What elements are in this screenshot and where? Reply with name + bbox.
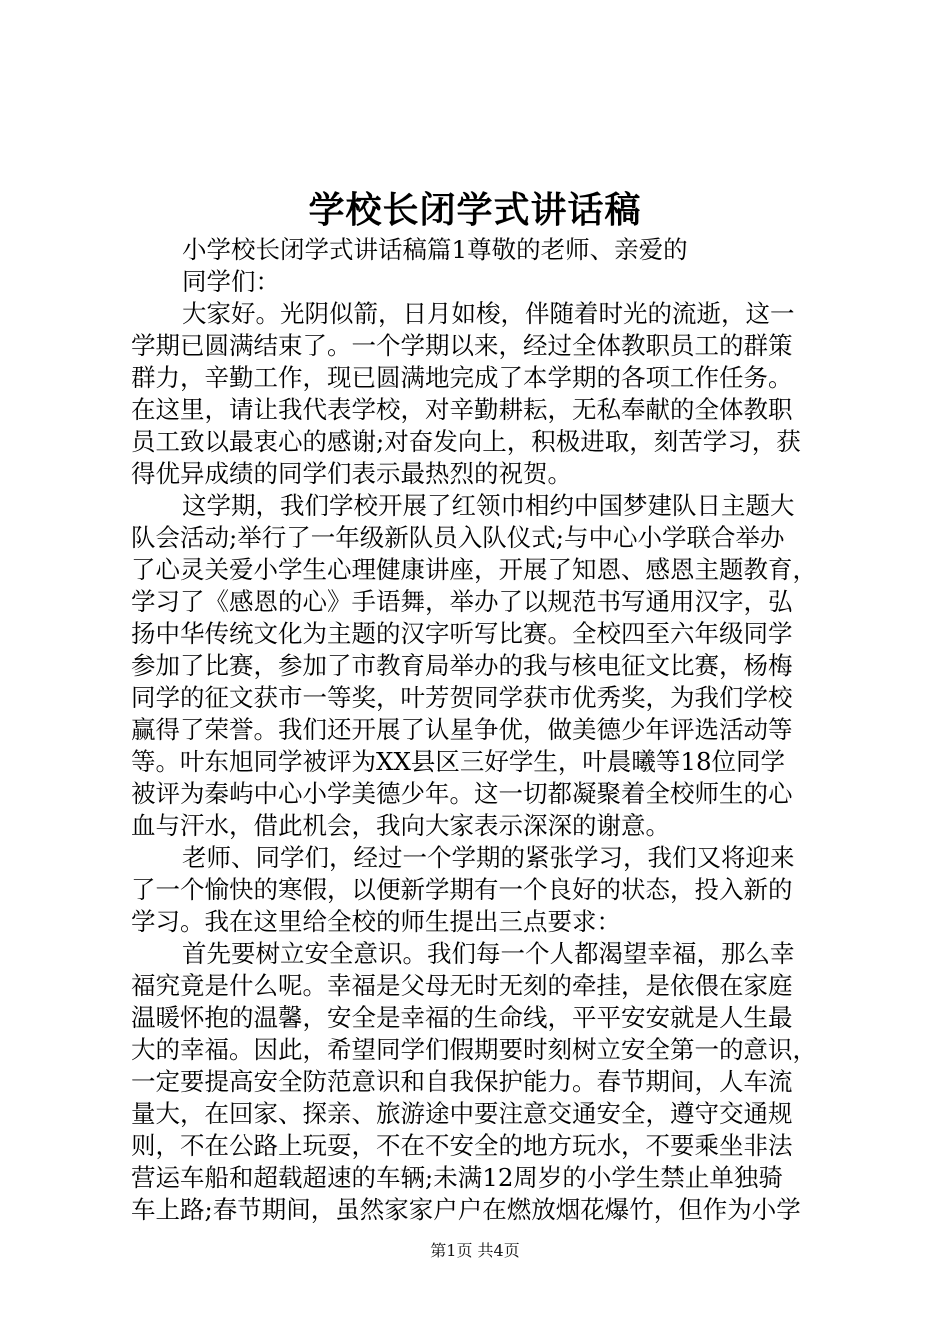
intro-block	[182, 234, 742, 298]
body-line: 福究竟是什么呢。幸福是父母无时无刻的牵挂，是依偎在家庭	[131, 971, 793, 1000]
body-line: 学习。我在这里给全校的师生提出三点要求：	[131, 907, 621, 936]
body-line: 营运车船和超载超速的车辆;未满12周岁的小学生禁止单独骑	[131, 1163, 783, 1192]
body-line: 了心灵关爱小学生心理健康讲座，开展了知恩、感恩主题教育，	[131, 555, 817, 584]
body-line: 量大，在回家、探亲、旅游途中要注意交通安全，遵守交通规	[131, 1099, 793, 1128]
body-line: 学期已圆满结束了。一个学期以来，经过全体教职员工的群策	[131, 331, 793, 360]
body-line: 员工致以最衷心的感谢;对奋发向上，积极进取，刻苦学习，获	[131, 427, 801, 456]
body-line: 被评为秦屿中心小学美德少年。这一切都凝聚着全校师生的心	[131, 779, 793, 808]
body-text	[131, 298, 833, 1226]
body-line: 学习了《感恩的心》手语舞，举办了以规范书写通用汉字，弘	[131, 587, 793, 616]
body-line: 车上路;春节期间，虽然家家户户在燃放烟花爆竹，但作为小学	[131, 1195, 801, 1224]
body-line: 血与汗水，借此机会，我向大家表示深深的谢意。	[131, 811, 670, 840]
document-title: 学校长闭学式讲话稿	[308, 189, 642, 231]
body-line: 赢得了荣誉。我们还开展了认星争优，做美德少年评选活动等	[131, 715, 793, 744]
body-line: 在这里，请让我代表学校，对辛勤耕耘，无私奉献的全体教职	[131, 395, 793, 424]
body-line: 首先要树立安全意识。我们每一个人都渴望幸福，那么幸	[182, 939, 795, 968]
body-line: 大家好。光阴似箭，日月如梭，伴随着时光的流逝，这一	[182, 299, 795, 328]
body-line: 同学的征文获市一等奖，叶芳贺同学获市优秀奖，为我们学校	[131, 683, 793, 712]
body-line: 一定要提高安全防范意识和自我保护能力。春节期间，人车流	[131, 1067, 793, 1096]
body-line: 扬中华传统文化为主题的汉字听写比赛。全校四至六年级同学	[131, 619, 793, 648]
body-line: 则，不在公路上玩耍，不在不安全的地方玩水，不要乘坐非法	[131, 1131, 793, 1160]
body-line: 得优异成绩的同学们表示最热烈的祝贺。	[131, 459, 572, 488]
body-line: 这学期，我们学校开展了红领巾相约中国梦建队日主题大	[182, 491, 795, 520]
page-footer: 第1页 共4页	[430, 1241, 520, 1260]
body-line: 大的幸福。因此，希望同学们假期要时刻树立安全第一的意识，	[131, 1035, 817, 1064]
body-line: 温暖怀抱的温馨，安全是幸福的生命线，平平安安就是人生最	[131, 1003, 793, 1032]
intro-line: 同学们：	[182, 267, 280, 296]
body-line: 等。叶东旭同学被评为XX县区三好学生，叶晨曦等18位同学	[131, 747, 786, 776]
intro-line: 小学校长闭学式讲话稿篇1尊敬的老师、亲爱的	[182, 235, 688, 264]
body-line: 了一个愉快的寒假，以便新学期有一个良好的状态，投入新的	[131, 875, 793, 904]
body-line: 参加了比赛，参加了市教育局举办的我与核电征文比赛，杨梅	[131, 651, 793, 680]
body-line: 老师、同学们，经过一个学期的紧张学习，我们又将迎来	[182, 843, 795, 872]
body-line: 队会活动;举行了一年级新队员入队仪式;与中心小学联合举办	[131, 523, 785, 552]
body-line: 群力，辛勤工作，现已圆满地完成了本学期的各项工作任务。	[131, 363, 793, 392]
